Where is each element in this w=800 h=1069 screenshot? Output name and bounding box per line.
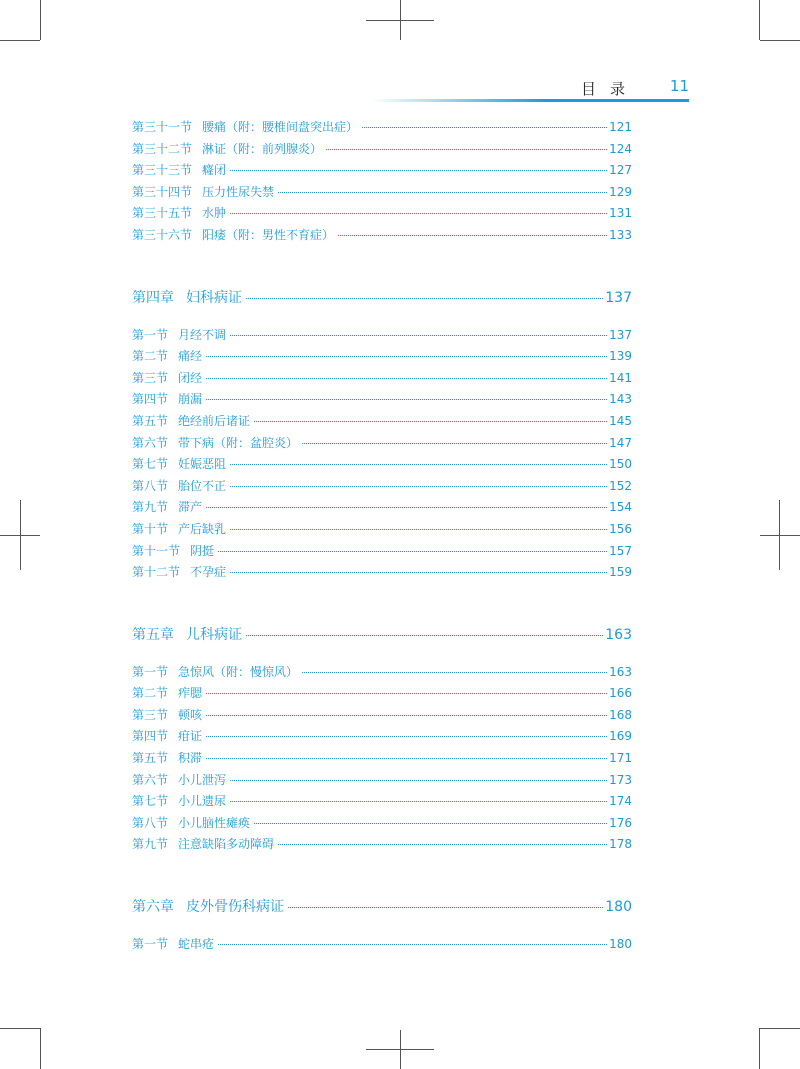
dot-leader: [230, 213, 607, 214]
entry-number: 第一节: [132, 327, 169, 342]
dot-leader: [206, 378, 607, 379]
entry-page-number: 121: [609, 120, 632, 134]
entry-page-number: 163: [605, 626, 632, 643]
entry-page-number: 178: [609, 837, 632, 852]
toc-section-entry[interactable]: [132, 434, 632, 456]
entry-title: 产后缺乳: [178, 521, 227, 536]
entry-label: [132, 477, 228, 494]
entry-number: 第三十四节: [132, 184, 193, 199]
spacer: [132, 248, 632, 287]
page-header: [131, 75, 689, 101]
entry-number: 第二节: [132, 349, 169, 364]
dot-leader: [254, 421, 607, 422]
entry-number: 第十节: [132, 521, 169, 536]
entry-label: [132, 326, 228, 343]
header-title: 目录: [580, 80, 639, 98]
entry-number: 第四章: [132, 289, 174, 306]
toc-chapter-entry[interactable]: [132, 896, 632, 920]
toc-section-entry[interactable]: [132, 477, 632, 499]
entry-page-number: 150: [609, 457, 632, 472]
entry-label: [132, 287, 244, 307]
entry-label: [132, 663, 300, 680]
toc-chapter-entry[interactable]: [132, 624, 632, 648]
toc-section-entry[interactable]: [132, 771, 632, 793]
dot-leader: [254, 823, 607, 824]
entry-title: 胎位不正: [178, 478, 227, 493]
toc-section-entry[interactable]: [132, 706, 632, 728]
entry-number: 第九节: [132, 837, 169, 852]
entry-label: [132, 204, 228, 221]
dot-leader: [230, 464, 607, 465]
entry-number: 第三节: [132, 370, 169, 385]
entry-label: [132, 896, 286, 916]
entry-title: 小儿脑性瘫痪: [178, 815, 251, 830]
entry-page-number: 180: [609, 937, 632, 952]
entry-number: 第十二节: [132, 565, 181, 580]
toc-section-entry[interactable]: [132, 520, 632, 542]
entry-title: 腰痛（附：腰椎间盘突出症）: [202, 120, 359, 134]
entry-page-number: 159: [609, 565, 632, 580]
entry-page-number: 147: [609, 435, 632, 450]
entry-label: [132, 771, 228, 788]
spacer: [132, 648, 632, 663]
entry-label: [132, 226, 336, 243]
entry-title: 闭经: [178, 370, 203, 385]
entry-page-number: 157: [609, 543, 632, 558]
spacer: [132, 857, 632, 896]
dot-leader: [206, 758, 607, 759]
toc-section-entry[interactable]: [132, 684, 632, 706]
entry-label: [132, 498, 204, 515]
dot-leader: [302, 672, 607, 673]
dot-leader: [246, 635, 603, 636]
entry-title: 注意缺陷多动障碍: [178, 837, 275, 852]
crop-mark: [759, 1028, 760, 1069]
entry-number: 第四节: [132, 729, 169, 744]
entry-label: [132, 792, 228, 809]
entry-title: 癃闭: [202, 163, 227, 178]
toc-section-entry[interactable]: [132, 727, 632, 749]
entry-label: [132, 455, 228, 472]
dot-leader: [230, 572, 607, 573]
entry-title: 压力性尿失禁: [202, 184, 275, 199]
toc-section-entry[interactable]: [132, 835, 632, 857]
spacer: [132, 585, 632, 624]
entry-page-number: 124: [609, 141, 632, 156]
entry-label: [132, 935, 216, 952]
dot-leader: [246, 298, 603, 299]
crop-mark: [40, 0, 41, 40]
dot-leader: [206, 736, 607, 737]
entry-title: 急惊风（附：慢惊风）: [178, 664, 299, 679]
crop-mark: [366, 1049, 434, 1050]
toc-section-entry[interactable]: [132, 204, 632, 226]
entry-title: 滞产: [178, 500, 203, 515]
toc-section-entry[interactable]: [132, 663, 632, 685]
entry-title: 带下病（附：盆腔炎）: [178, 435, 299, 450]
entry-page-number: 173: [609, 772, 632, 787]
entry-page-number: 176: [609, 815, 632, 830]
entry-label: [132, 183, 276, 200]
toc-chapter-entry[interactable]: [132, 287, 632, 311]
entry-page-number: 154: [609, 500, 632, 515]
dot-leader: [302, 443, 607, 444]
entry-title: 妇科病证: [186, 289, 242, 306]
entry-label: [132, 412, 252, 429]
crop-mark: [0, 40, 40, 41]
toc-section-entry[interactable]: [132, 347, 632, 369]
entry-label: [132, 118, 360, 135]
entry-title: 崩漏: [178, 392, 203, 407]
crop-mark: [760, 535, 800, 536]
dot-leader: [362, 127, 607, 128]
entry-title: 水肿: [202, 206, 227, 221]
entry-label: [132, 684, 204, 701]
entry-title: 绝经前后诸证: [178, 413, 251, 428]
entry-number: 第五节: [132, 413, 169, 428]
entry-number: 第三十六节: [132, 227, 193, 242]
dot-leader: [230, 486, 607, 487]
dot-leader: [278, 192, 607, 193]
crop-mark: [20, 500, 21, 570]
entry-page-number: 137: [609, 327, 632, 342]
dot-leader: [230, 335, 607, 336]
entry-title: 淋证（附：前列腺炎）: [202, 141, 323, 156]
toc-section-entry[interactable]: [132, 390, 632, 412]
entry-number: 第七节: [132, 457, 169, 472]
toc-section-entry[interactable]: [132, 412, 632, 434]
dot-leader: [230, 170, 607, 171]
entry-page-number: 166: [609, 686, 632, 701]
dot-leader: [326, 149, 607, 150]
toc-section-entry[interactable]: [132, 369, 632, 391]
dot-leader: [230, 529, 607, 530]
entry-label: [132, 727, 204, 744]
toc-section-entry[interactable]: [132, 542, 632, 564]
entry-label: [132, 347, 204, 364]
entry-number: 第十一节: [132, 543, 181, 558]
crop-mark: [759, 0, 760, 40]
toc-section-entry[interactable]: [132, 118, 632, 140]
entry-title: 痛经: [178, 349, 203, 364]
entry-number: 第四节: [132, 392, 169, 407]
dot-leader: [206, 715, 607, 716]
entry-page-number: 127: [609, 163, 632, 178]
entry-page-number: 143: [609, 392, 632, 407]
entry-title: 月经不调: [178, 327, 227, 342]
entry-number: 第六节: [132, 435, 169, 450]
toc-section-entry[interactable]: [132, 226, 632, 248]
dot-leader: [338, 235, 607, 236]
entry-title: 小儿遗尿: [178, 794, 227, 809]
dot-leader: [218, 944, 607, 945]
entry-title: 积滞: [178, 751, 203, 766]
entry-title: 小儿泄泻: [178, 772, 227, 787]
entry-number: 第六章: [132, 899, 174, 916]
entry-page-number: 141: [609, 370, 632, 385]
entry-page-number: 156: [609, 521, 632, 536]
toc-section-entry[interactable]: [132, 498, 632, 520]
entry-title: 儿科病证: [186, 626, 242, 643]
toc-section-entry[interactable]: [132, 792, 632, 814]
spacer: [132, 920, 632, 935]
toc-section-entry[interactable]: [132, 814, 632, 836]
entry-title: 不孕症: [190, 565, 227, 580]
entry-label: [132, 624, 244, 644]
entry-page-number: 131: [609, 206, 632, 221]
entry-label: [132, 706, 204, 723]
dot-leader: [230, 780, 607, 781]
entry-number: 第五章: [132, 626, 174, 643]
dot-leader: [206, 356, 607, 357]
entry-label: [132, 749, 204, 766]
dot-leader: [288, 907, 603, 908]
entry-page-number: 133: [609, 227, 632, 242]
entry-label: [132, 835, 276, 852]
toc-section-entry[interactable]: [132, 563, 632, 585]
entry-label: [132, 542, 216, 559]
entry-title: 皮外骨伤科病证: [186, 899, 284, 916]
entry-number: 第七节: [132, 794, 169, 809]
header-rule: [371, 99, 689, 102]
crop-mark: [0, 1028, 40, 1029]
entry-page-number: 129: [609, 184, 632, 199]
entry-number: 第三十五节: [132, 206, 193, 221]
crop-mark: [760, 1028, 800, 1029]
entry-title: 妊娠恶阻: [178, 457, 227, 472]
entry-label: [132, 369, 204, 386]
entry-page-number: 171: [609, 751, 632, 766]
entry-page-number: 174: [609, 794, 632, 809]
toc-section-entry[interactable]: [132, 183, 632, 205]
entry-page-number: 139: [609, 349, 632, 364]
entry-number: 第三十三节: [132, 163, 193, 178]
entry-number: 第八节: [132, 815, 169, 830]
dot-leader: [230, 801, 607, 802]
entry-page-number: 137: [605, 289, 632, 306]
header-page-number: 11: [669, 77, 689, 95]
dot-leader: [206, 693, 607, 694]
entry-number: 第五节: [132, 751, 169, 766]
entry-title: 蛇串疮: [178, 937, 215, 952]
entry-label: [132, 434, 300, 451]
crop-mark: [779, 500, 780, 570]
entry-label: [132, 814, 252, 831]
entry-title: 顿咳: [178, 707, 203, 722]
entry-page-number: 180: [605, 899, 632, 916]
entry-title: 阴挺: [190, 543, 215, 558]
toc-section-entry[interactable]: [132, 935, 632, 957]
toc-section-entry[interactable]: [132, 140, 632, 162]
entry-number: 第九节: [132, 500, 169, 515]
table-of-contents: [132, 118, 632, 957]
entry-number: 第二节: [132, 686, 169, 701]
entry-number: 第一节: [132, 664, 169, 679]
entry-number: 第三十二节: [132, 141, 193, 156]
dot-leader: [206, 399, 607, 400]
entry-label: [132, 161, 228, 178]
entry-number: 第一节: [132, 937, 169, 952]
entry-page-number: 163: [609, 664, 632, 679]
crop-mark: [366, 20, 434, 21]
entry-label: [132, 563, 228, 580]
crop-mark: [760, 40, 800, 41]
toc-section-entry[interactable]: [132, 161, 632, 183]
entry-page-number: 169: [609, 729, 632, 744]
entry-title: 阳痿（附：男性不育症）: [202, 227, 335, 242]
toc-section-entry[interactable]: [132, 749, 632, 771]
dot-leader: [206, 507, 607, 508]
toc-section-entry[interactable]: [132, 455, 632, 477]
dot-leader: [278, 844, 607, 845]
dot-leader: [218, 551, 607, 552]
entry-number: 第三节: [132, 707, 169, 722]
toc-section-entry[interactable]: [132, 326, 632, 348]
entry-label: [132, 140, 324, 157]
entry-number: 第六节: [132, 772, 169, 787]
entry-title: 疳证: [178, 729, 203, 744]
entry-number: 第八节: [132, 478, 169, 493]
spacer: [132, 311, 632, 326]
entry-page-number: 168: [609, 707, 632, 722]
entry-title: 痄腮: [178, 686, 203, 701]
entry-label: [132, 520, 228, 537]
entry-page-number: 145: [609, 413, 632, 428]
entry-number: 第三十一节: [132, 120, 193, 134]
crop-mark: [40, 1028, 41, 1069]
entry-label: [132, 390, 204, 407]
entry-page-number: 152: [609, 478, 632, 493]
